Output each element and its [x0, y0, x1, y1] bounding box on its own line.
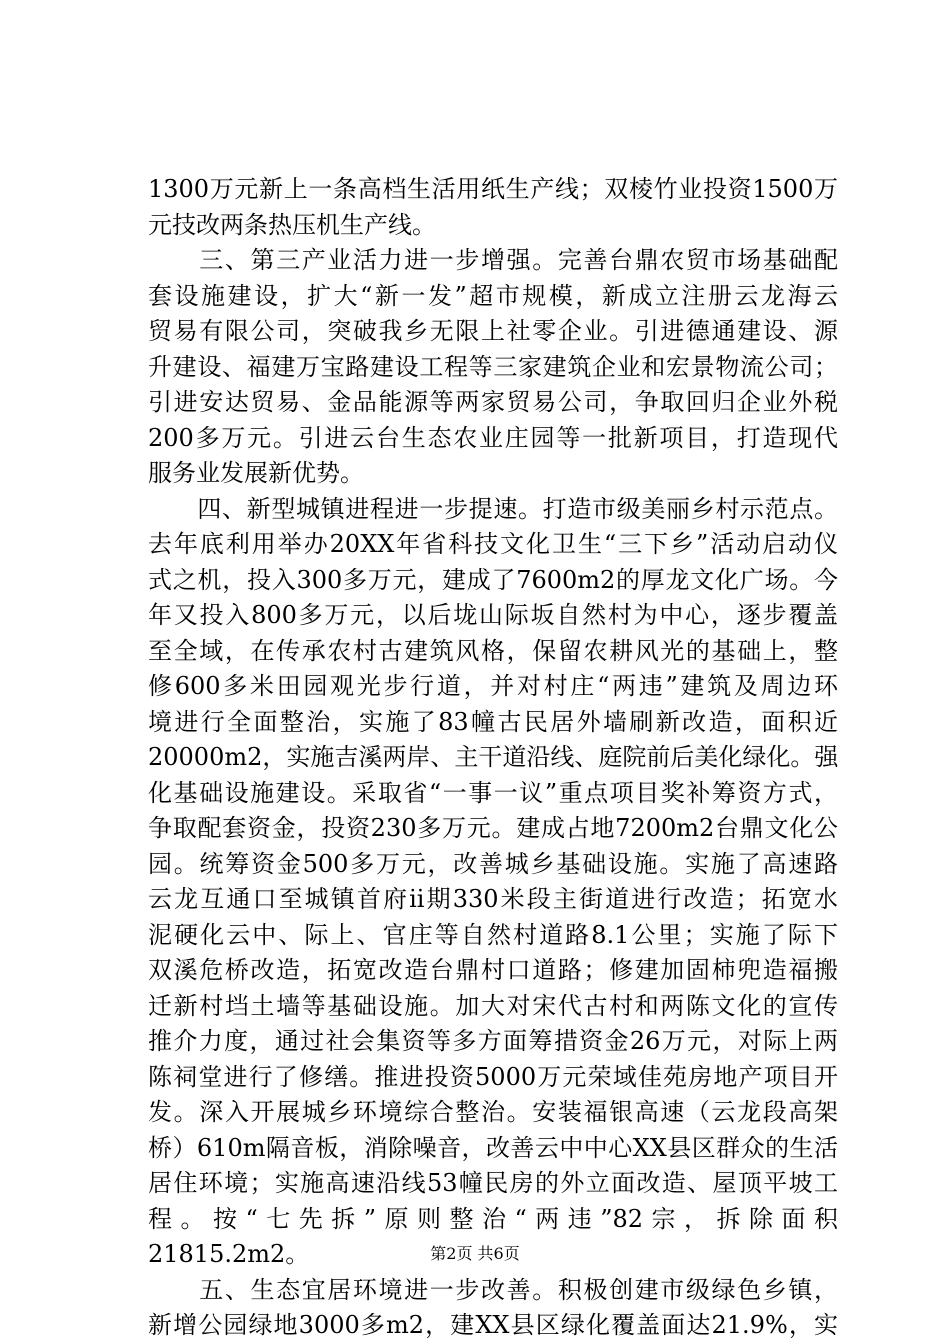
text-line: 元技改两条热压机生产线。: [148, 210, 436, 239]
body-text: [148, 172, 838, 1344]
text-line: 园。统筹资金500多万元，改善城乡基础设施。实施了高速路: [148, 849, 838, 878]
text-line: 推介力度，通过社会集资等多方面筹措资金26万元，对际上两: [148, 1027, 838, 1055]
text-line: 五、生态宜居环境进一步改善。积极创建市级绿色乡镇，: [148, 1275, 838, 1304]
text-line: 四、新型城镇进程进一步提速。打造市级美丽乡村示范点。: [148, 494, 838, 523]
text-line: 至全域，在传承农村古建筑风格，保留农耕风光的基础上，整: [148, 636, 838, 665]
text-line: 迁新村垱土墙等基础设施。加大对宋代古村和两陈文化的宣传: [148, 991, 838, 1020]
text-line: 境进行全面整治，实施了83幢古民居外墙刷新改造，面积近: [148, 707, 838, 736]
text-line: 升建设、福建万宝路建设工程等三家建筑企业和宏景物流公司；: [148, 352, 838, 381]
text-line: 修600多米田园观光步行道，并对村庄“两违”建筑及周边环: [148, 672, 838, 700]
page-number: 第2页 共6页: [430, 1244, 520, 1263]
text-line: 云龙互通口至城镇首府ii期330米段主街道进行改造；拓宽水: [148, 885, 838, 913]
text-line: 发。深入开展城乡环境综合整治。安装福银高速（云龙段高架: [148, 1098, 838, 1126]
text-line: 化基础设施建设。采取省“一事一议”重点项目奖补筹资方式，: [148, 778, 838, 807]
text-line: 1300万元新上一条高档生活用纸生产线；双棱竹业投资1500万: [148, 175, 838, 203]
text-line: 去年底利用举办20XX年省科技文化卫生“三下乡”活动启动仪: [148, 530, 838, 558]
text-line: 贸易有限公司，突破我乡无限上社零企业。引进德通建设、源: [148, 317, 838, 345]
text-line: 新增公园绿地3000多m2，建XX县区绿化覆盖面达21.9%，实: [148, 1311, 838, 1339]
page-footer: [0, 1243, 950, 1265]
text-line: 程。按“七先拆”原则整治“两违”82宗，拆除面积: [148, 1204, 838, 1233]
text-line: 陈祠堂进行了修缮。推进投资5000万元荣域佳苑房地产项目开: [148, 1062, 838, 1091]
text-line: 20000m2，实施吉溪两岸、主干道沿线、庭院前后美化绿化。强: [148, 743, 838, 771]
text-line: 21815.2m2。: [148, 1240, 310, 1268]
text-line: 居住环境；实施高速沿线53幢民房的外立面改造、屋顶平坡工: [148, 1169, 838, 1197]
text-line: 200多万元。引进云台生态农业庄园等一批新项目，打造现代: [148, 423, 838, 452]
text-line: 年又投入800多万元，以后垅山际坂自然村为中心，逐步覆盖: [148, 601, 838, 629]
text-line: 争取配套资金，投资230多万元。建成占地7200m2台鼎文化公: [148, 814, 838, 842]
text-line: 式之机，投入300多万元，建成了7600m2的厚龙文化广场。今: [148, 565, 838, 594]
text-line: 服务业发展新优势。: [148, 459, 364, 487]
text-line: 桥）610m隔音板，消除噪音，改善云中中心XX县区群众的生活: [148, 1133, 838, 1162]
text-line: 套设施建设，扩大“新一发”超市规模，新成立注册云龙海云: [148, 281, 838, 310]
text-line: 双溪危桥改造，拓宽改造台鼎村口道路；修建加固柿兜造福搬: [148, 956, 838, 984]
text-line: 泥硬化云中、际上、官庄等自然村道路8.1公里；实施了际下: [148, 920, 838, 949]
text-line: 引进安达贸易、金品能源等两家贸易公司，争取回归企业外税: [148, 388, 838, 416]
text-line: 三、第三产业活力进一步增强。完善台鼎农贸市场基础配: [148, 246, 838, 274]
